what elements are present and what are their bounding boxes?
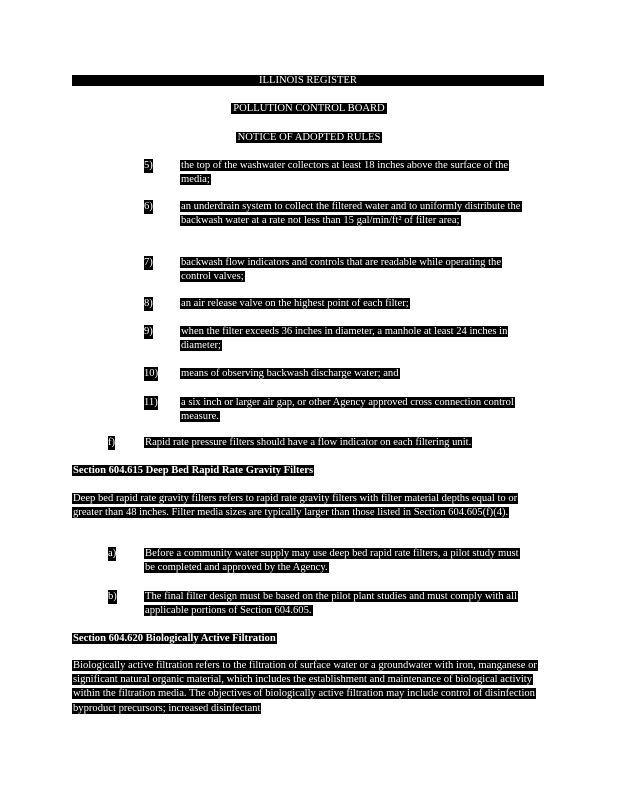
item-text: means of observing backwash discharge water; and	[181, 368, 399, 379]
item-number: 8)	[144, 297, 153, 311]
item-number: 9)	[144, 325, 153, 339]
section-615-intro	[72, 492, 547, 520]
section-620-intro	[72, 659, 544, 716]
section-615-heading	[72, 464, 547, 478]
item-number: 7)	[144, 256, 153, 270]
section-title: Section 604.620 Biologically Active Filtration	[73, 633, 276, 644]
item-text: a six inch or larger air gap, or other Agency approved cross connection control measure.	[181, 397, 514, 423]
item-text: backwash flow indicators and controls that are readable while operating the control valves;	[181, 257, 502, 283]
item-text: when the filter exceeds 36 inches in diameter, a manhole at least 24 inches in diameter;	[181, 326, 508, 352]
notice-title-line	[0, 131, 618, 145]
item-text: the top of the washwater collectors at least 18 inches above the surface of the media;	[181, 160, 509, 186]
notice-title: NOTICE OF ADOPTED RULES	[237, 132, 381, 143]
item-number: b)	[108, 590, 117, 604]
item-number: 10)	[144, 367, 158, 381]
item-number: 6)	[144, 200, 153, 214]
register-title: ILLINOIS REGISTER	[259, 75, 357, 86]
section-620-heading	[72, 632, 547, 646]
register-header-band	[72, 75, 544, 86]
paragraph-text: Biologically active filtration refers to the filtration of surface water or a groundwater with iron, manganese or significant natural organic material, which includes the establishment and maintenance of biological activity within the filtration media. The objectives of biologically active filtration may include control of disinfection byproduct precursors; increased disinfectant	[73, 660, 537, 714]
item-text: Rapid rate pressure filters should have a flow indicator on each filtering unit.	[145, 437, 472, 448]
item-number: f)	[108, 436, 115, 450]
board-title-line	[0, 102, 618, 116]
section-title: Section 604.615 Deep Bed Rapid Rate Gravity Filters	[73, 465, 314, 476]
item-text: an underdrain system to collect the filtered water and to uniformly distribute the backwash water at a rate not less than 15 gal/min/ft² of filter area;	[181, 201, 521, 227]
item-text: The final filter design must be based on the pilot plant studies and must comply with all applicable portions of Section 604.605.	[145, 591, 517, 617]
item-number: a)	[108, 547, 116, 561]
paragraph-text: Deep bed rapid rate gravity filters refers to rapid rate gravity filters with filter material depths equal to or greater than 48 inches. Filter media sizes are typically larger than those listed in Section 604.605(f)(4).	[73, 493, 518, 519]
item-number: 11)	[144, 396, 158, 410]
item-text: an air release valve on the highest point of each filter;	[181, 298, 409, 309]
item-number: 5)	[144, 159, 153, 173]
item-text: Before a community water supply may use deep bed rapid rate filters, a pilot study must be completed and approved by the Agency.	[145, 548, 519, 574]
board-title: POLLUTION CONTROL BOARD	[233, 103, 385, 114]
